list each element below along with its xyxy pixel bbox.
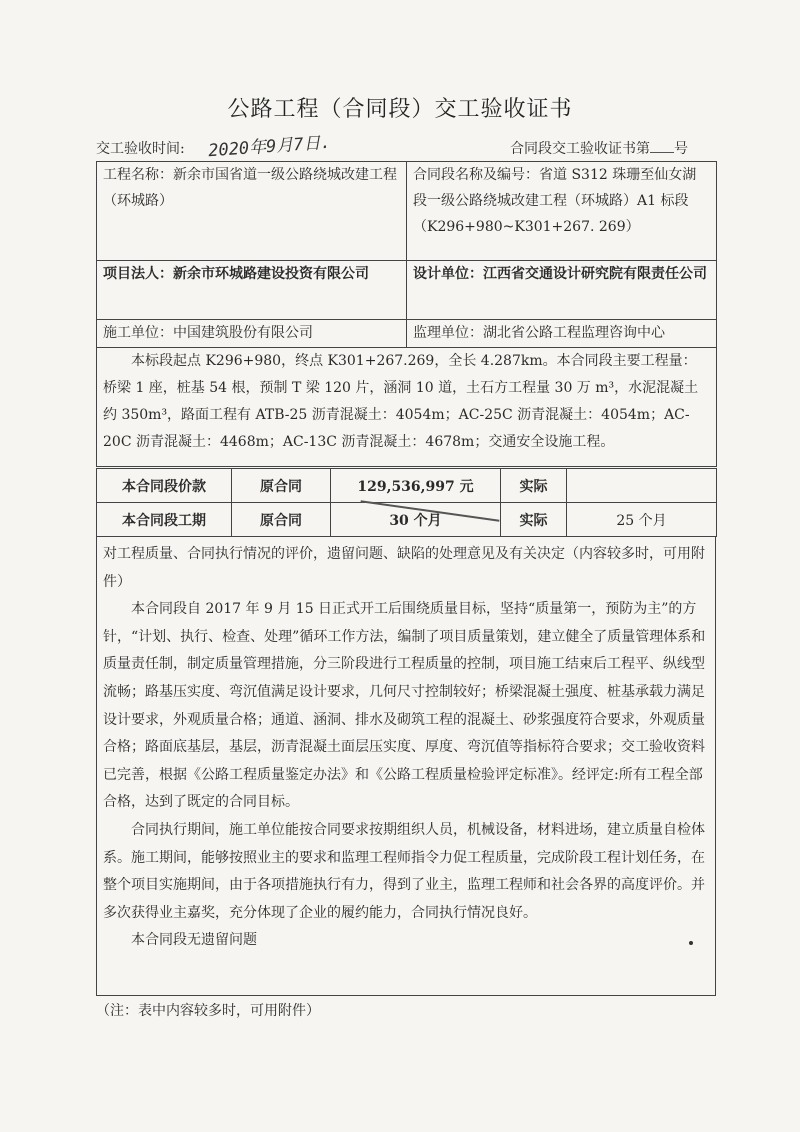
builder-cell [97, 320, 407, 348]
contract-section: 合同段名称及编号：省道 S312 珠珊至仙女湖段一级公路绕城改建工程（环城路）A1 标段（K296+980~K301+267. 269） [413, 167, 697, 235]
acceptance-time-label: 交工验收时间: [96, 141, 185, 157]
work-summary: 本标段起点 K296+980，终点 K301+267.269，全长 4.287km。本合同段主要工程量：桥梁 1 座，桩基 54 根，预制 T 梁 120 片，涵洞 10 道，土石方工程量 30 万 m³，水泥混凝土约 350m³，路面工程有 ATB-25 沥青混凝土：4054m；AC-25C 沥青混凝土：4054m；AC-20C 沥青混凝土：4468m；AC-13C 沥青混凝土：4678m；交通安全设施工程。 [97, 348, 717, 467]
evaluation-section [96, 536, 716, 996]
price-actual-label: 实际 [501, 469, 567, 503]
price-original-label: 原合同 [232, 469, 331, 503]
project-name-cell [97, 162, 407, 261]
certificate-number [510, 138, 688, 158]
page-title: 公路工程（合同段）交工验收证书 [227, 97, 573, 122]
ink-dot [689, 941, 693, 945]
contract-finance-table [96, 468, 717, 537]
evaluation-paragraph-quality: 本合同段自 2017 年 9 月 15 日正式开工后围绕质量目标，坚持“质量第一，预防为主”的方针，“计划、执行、检查、处理”循环工作方法，编制了项目质量策划，建立健全了质量管理体系和质量责任制，制定质量管理措施，分三阶段进行工程质量的控制，项目施工结束后工程平、纵线型流畅；路基压实度、弯沉值满足设计要求，几何尺寸控制较好；桥梁混凝土强度、桩基承载力满足设计要求，外观质量合格；通道、涵洞、排水及砌筑工程的混凝土、砂浆强度符合要求，外观质量合格；路面底基层，基层，沥青混凝土面层压实度、厚度、弯沉值等指标符合要求；交工验收资料已完善，根据《公路工程质量鉴定办法》和《公路工程质量检验评定标准》。经评定:所有工程全部合格，达到了既定的合同目标。 [103, 601, 706, 811]
certificate-number-suffix: 号 [674, 141, 688, 157]
price-original-value: 129,536,997 元 [331, 469, 501, 503]
project-info-table [96, 161, 717, 467]
period-actual-value: 25 个月 [567, 503, 717, 537]
construction-unit: 施工单位：中国建筑股份有限公司 [103, 325, 313, 341]
period-original-value: 30 个月 [331, 503, 501, 537]
footnote: （注：表中内容较多时，可用附件） [96, 1003, 320, 1019]
designer-cell [407, 261, 717, 320]
handwritten-date: 2020年9月7日. [207, 132, 332, 162]
certificate-number-label: 合同段交工验收证书第 [510, 141, 650, 157]
project-name: 工程名称：新余市国省道一级公路绕城改建工程（环城路） [103, 167, 397, 209]
evaluation-paragraph-remaining: 本合同段无遗留问题 [131, 932, 257, 949]
owner-cell [97, 261, 407, 320]
price-actual-value [567, 469, 717, 503]
project-owner: 项目法人：新余市环城路建设投资有限公司 [103, 266, 369, 282]
period-original-label: 原合同 [232, 503, 331, 537]
period-actual-label: 实际 [501, 503, 567, 537]
evaluation-heading: 对工程质量、合同执行情况的评价，遗留问题、缺陷的处理意见及有关决定（内容较多时，可用附件） [103, 546, 705, 590]
evaluation-paragraph-contract: 合同执行期间，施工单位能按合同要求按期组织人员，机械设备，材料进场，建立质量自检体系。施工期间，能够按照业主的要求和监理工程师指令力促工程质量，完成阶段工程计划任务，在整个项目实施期间，由于各项措施执行有力，得到了业主，监理工程师和社会各界的高度评价。并多次获得业主嘉奖，充分体现了企业的履约能力，合同执行情况良好。 [103, 821, 705, 921]
certificate-number-blank [650, 152, 674, 153]
supervisor-cell [407, 320, 717, 348]
supervision-unit: 监理单位：湖北省公路工程监理咨询中心 [413, 325, 665, 341]
price-label: 本合同段价款 [97, 469, 232, 503]
meta-row [96, 134, 716, 160]
period-label: 本合同段工期 [97, 503, 232, 537]
design-unit: 设计单位：江西省交通设计研究院有限责任公司 [413, 266, 707, 282]
contract-section-cell [407, 162, 717, 261]
